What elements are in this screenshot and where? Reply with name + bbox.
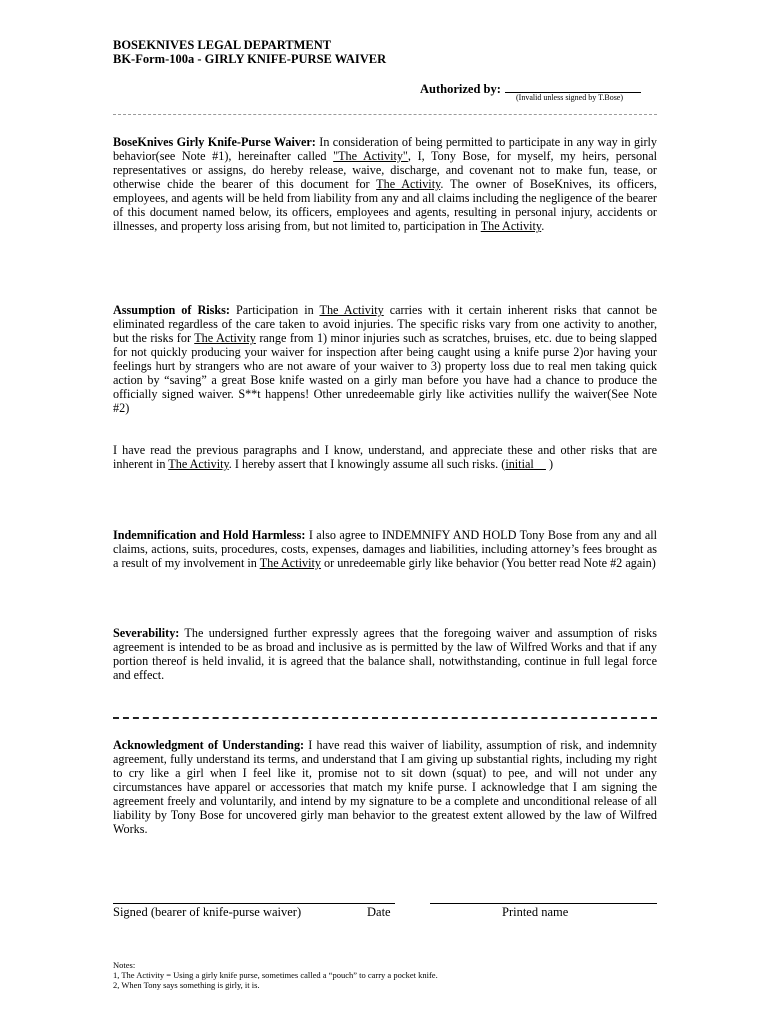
section-divider xyxy=(113,717,657,719)
severability-paragraph xyxy=(113,626,657,682)
activity-term: The Activity xyxy=(259,556,321,571)
indemnification-heading: Indemnification and Hold Harmless: xyxy=(113,528,306,542)
note-1: 1, The Activity = Using a girly knife purse, sometimes called a “pouch” to carry a pocket knife. xyxy=(113,970,438,980)
activity-term: The Activity xyxy=(376,177,441,192)
waiver-text: In consideration of being permitted to participate in any way in girly behavior(see Note #1), hereinafter called xyxy=(113,135,657,164)
note-2: 2, When Tony says something is girly, it is. xyxy=(113,980,260,990)
printed-name-label: Printed name xyxy=(502,905,569,919)
risks-text: Participation in xyxy=(229,303,320,317)
waiver-heading: BoseKnives Girly Knife-Purse Waiver: xyxy=(113,135,316,149)
signed-label: Signed (bearer of knife-purse waiver) xyxy=(113,905,302,919)
activity-term: The Activity xyxy=(480,219,542,234)
severability-heading: Severability: xyxy=(113,626,180,640)
risks-text: carries with it certain inherent risks that cannot be eliminated regardless of the care taken to avoid injuries. The specific risks vary from one activity to another, but the risks for xyxy=(113,303,657,346)
indemnification-paragraph xyxy=(113,528,657,570)
activity-term: The Activity xyxy=(168,457,229,472)
form-title: BK-Form-100a - GIRLY KNIFE-PURSE WAIVER xyxy=(113,52,387,66)
notes-heading: Notes: xyxy=(113,960,136,970)
acknowledge-text: ) xyxy=(545,457,554,472)
authorized-by-signature-line[interactable] xyxy=(505,79,641,93)
acknowledge-text: I have read the previous paragraphs and I know, understand, and appreciate these and other risks that are inherent in xyxy=(113,443,657,472)
department-title: BOSEKNIVES LEGAL DEPARTMENT xyxy=(113,38,332,52)
acknowledge-text: . I hereby assert that I knowingly assume all such risks. ( xyxy=(228,457,506,472)
risks-heading: Assumption of Risks: xyxy=(113,303,230,317)
risks-paragraph xyxy=(113,303,657,415)
authorization-note: (Invalid unless signed by T.Bose) xyxy=(516,93,624,102)
waiver-text: , I, Tony Bose, for myself, my heirs, personal representatives or assigns, do hereby release, waive, discharge, and covenant not to make fun, tease, or otherwise chide the bearer of this document for xyxy=(113,149,658,192)
acknowledgment-heading: Acknowledgment of Understanding: xyxy=(113,738,305,752)
activity-term: The Activity xyxy=(319,303,384,317)
indemnification-text: or unredeemable girly like behavior (You better read Note #2 again) xyxy=(320,556,656,571)
acknowledge-risks-paragraph xyxy=(113,443,657,471)
authorized-by-label: Authorized by: xyxy=(420,82,501,96)
risks-text: range from 1) minor injuries such as scratches, bruises, etc. due to being slapped for not quickly producing your waiver for inspection after being caught using a knife purse 2)or having your feelings hurt by strangers who are not aware of your waiver to 3) property loss due to real men taking quick action by “saving” a great Bose knife wasted on a girly man before you have had a chance to produce the officially signed waiver. S**t happens! Other unredeemable girly like activities nullify the waiver(See Note #2) xyxy=(113,331,657,416)
activity-term: "The Activity" xyxy=(333,149,408,164)
waiver-text: . xyxy=(541,219,545,234)
acknowledgment-paragraph xyxy=(113,738,657,836)
acknowledgment-text: I have read this waiver of liability, assumption of risk, and indemnity agreement, fully understand its terms, and understand that I am giving up substantial rights, including my right to cry like a girl when I feel like it, promise not to sit down (squat) to pee, and will not under any circumstances have apparel or accessories that match my knife purse. I acknowledge that I am signing the agreement freely and voluntarily, and intend by my signature to be a complete and unconditional release of all liability by Tony Bose for uncovered girly man behavior to the greatest extent allowed by the law of Wilfred Works. xyxy=(113,738,657,837)
activity-term: The Activity xyxy=(194,331,256,346)
top-divider xyxy=(113,114,657,115)
indemnification-text: I also agree to INDEMNIFY AND HOLD Tony Bose from any and all claims, actions, suits, procedures, costs, expenses, damages and liabilities, including attorney’s fees brought as a result of my involvement in xyxy=(113,528,657,571)
initial-field[interactable]: initial xyxy=(505,457,546,472)
severability-text: The undersigned further expressly agrees that the foregoing waiver and assumption of risks agreement is intended to be as broad and inclusive as is permitted by the law of Wilfred Works and that if any portion thereof is held invalid, it is agreed that the balance shall, notwithstanding, continue in full legal force and effect. xyxy=(113,626,657,683)
printed-name-line[interactable] xyxy=(430,903,657,904)
waiver-paragraph xyxy=(113,135,657,233)
date-label: Date xyxy=(367,905,391,919)
signature-date-line[interactable] xyxy=(113,903,395,904)
waiver-text: . The owner of BoseKnives, its officers, employees, and agents will be held from liability from any and all claims including the negligence of the bearer of this document named below, its officers, employees and agents, resulting in personal injury, accidents or illnesses, and property loss arising from, but not limited to, participation in xyxy=(113,177,657,234)
